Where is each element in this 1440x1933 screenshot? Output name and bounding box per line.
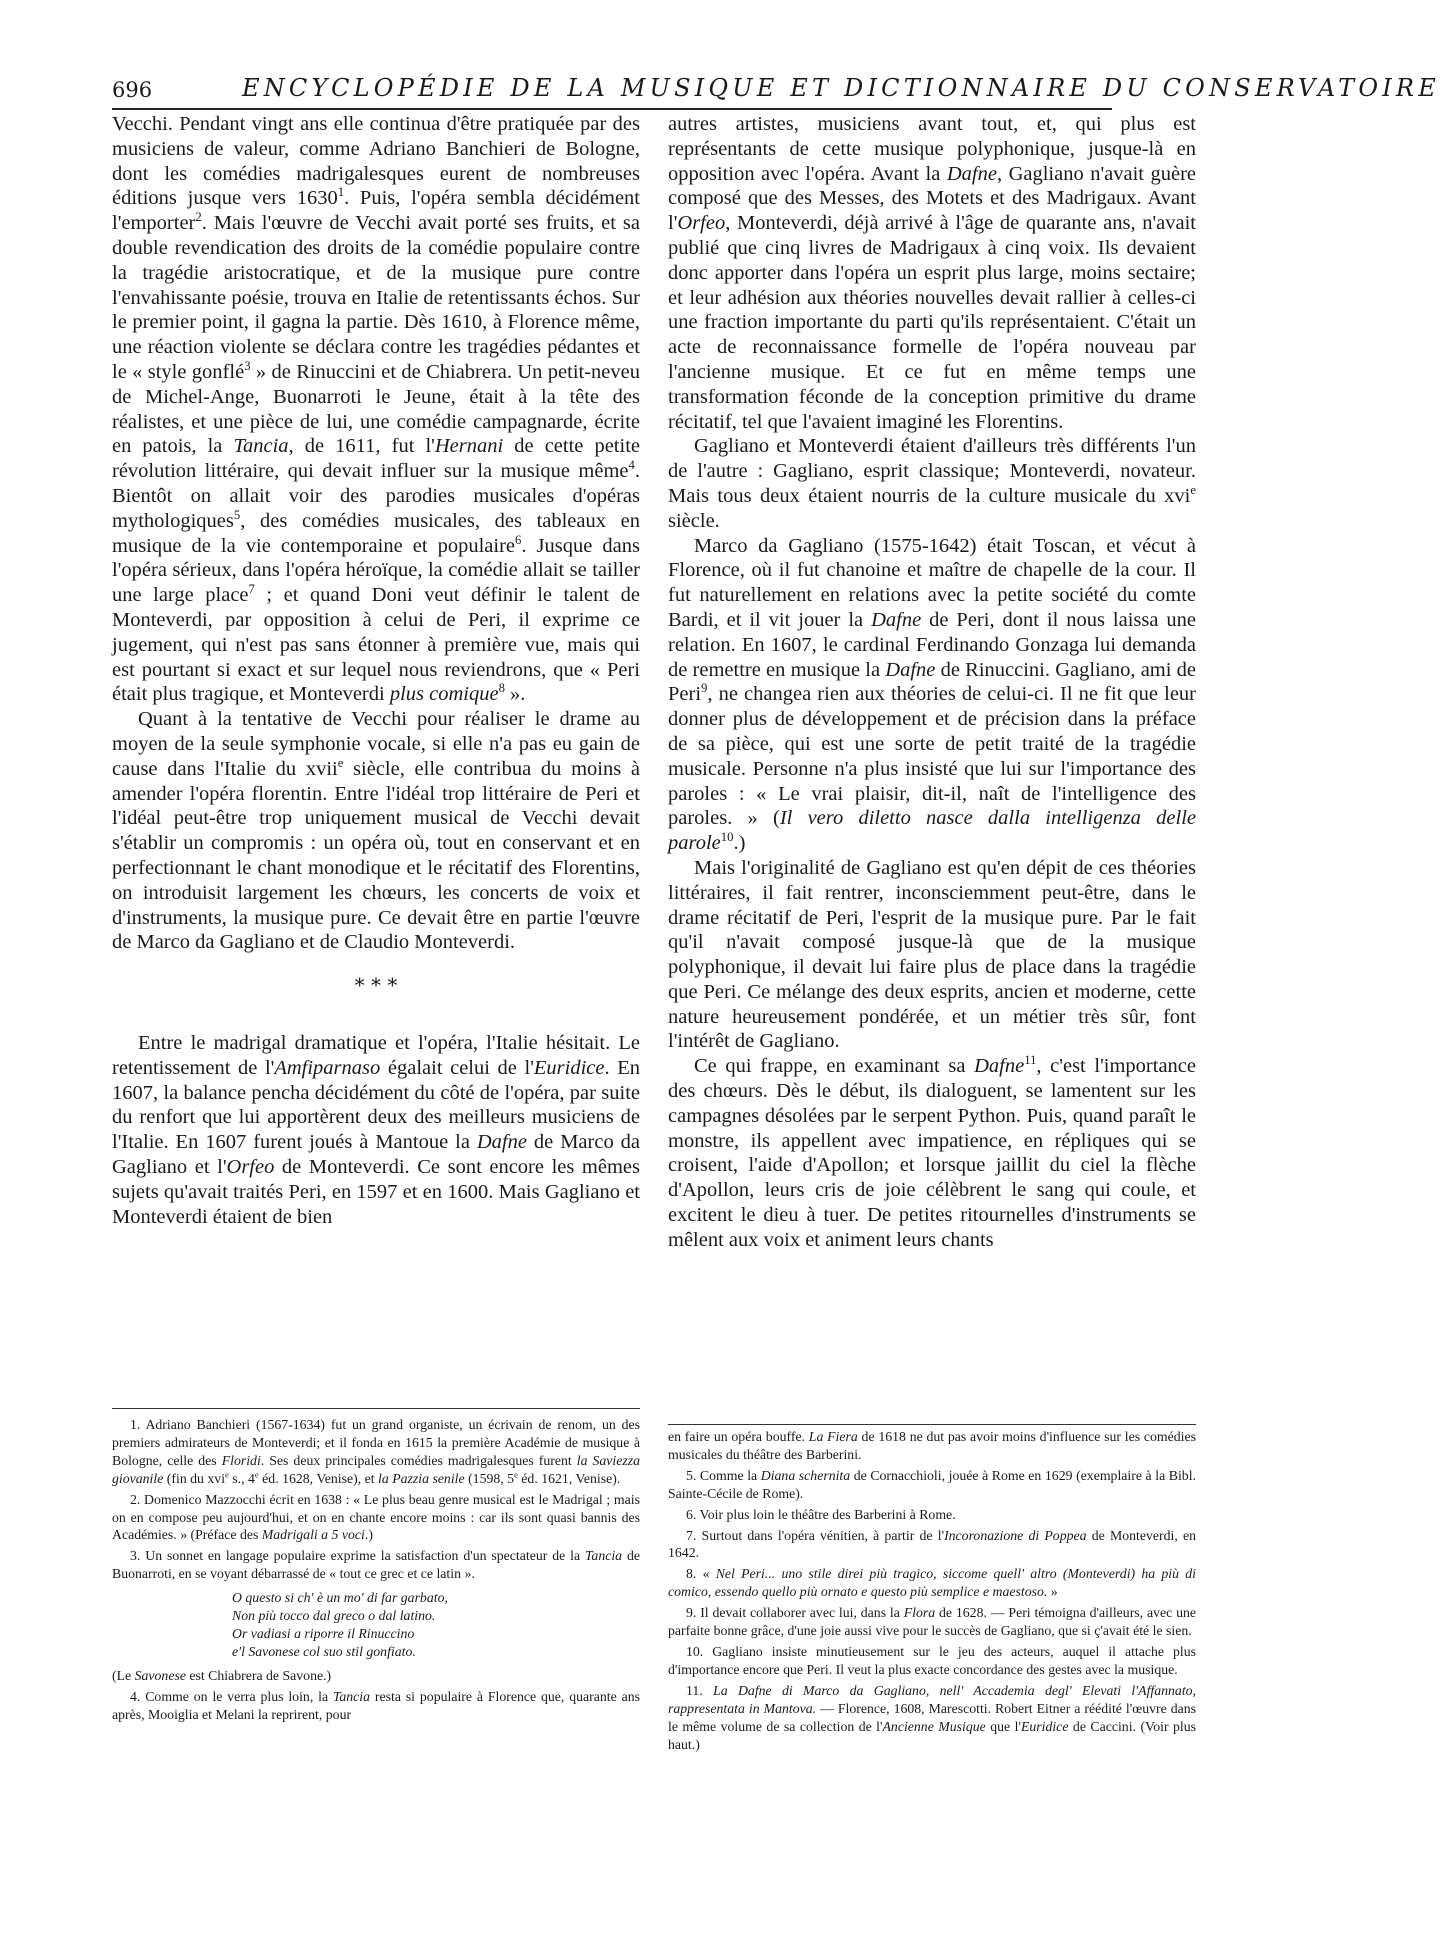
header-rule [112, 108, 1112, 110]
poem-line: e'l Savonese col suo stil gonfiato. [232, 1643, 416, 1659]
footnote-3: 3. Un sonnet en langage populaire exprime la satisfaction d'un spectateur de la Tancia de Buonarroti, en se voyant débarrassé de « tout ce grec et ce latin ». [112, 1548, 640, 1582]
italic-text: Euridice [533, 1056, 605, 1079]
footnote-4-continued: en faire un opéra bouffe. La Fiera de 1618 ne dut pas avoir moins d'influence sur les comédies musicales du théâtre des Barberini. [668, 1429, 1196, 1462]
italic-text: plus comique [389, 683, 499, 706]
running-title: ENCYCLOPÉDIE DE LA MUSIQUE ET DICTIONNAIRE DU CONSERVATOIRE [242, 74, 1440, 102]
page-number: 696 [112, 78, 153, 102]
right-paragraph-4: Mais l'originalité de Gagliano est qu'en dépit de ces théories littéraires, il fait rentrer, inconsciemment peut-être, dans le drame récitatif de Peri, l'esprit de la musique pure. Par le fait qu'il n'avait composé jusque-là que de la musique polyphonique, il devait lui faire plus de place dans la tragédie que Peri. Ce mélange des deux esprits, ancien et moderne, cette nature heureusement pondérée, et un métier très sûr, font l'intérêt de Gagliano. [668, 856, 1196, 1053]
poem-line: O questo si ch' è un mo' di far garbato, [232, 1590, 448, 1606]
right-footnotes [668, 1428, 1196, 1753]
footnote-ref: e [225, 1469, 229, 1480]
poem-line: Or vadiasi a riporre il Rinuccino [232, 1625, 415, 1641]
footnote-1: 1. Adriano Banchieri (1567-1634) fut un grand organiste, un écrivain de renom, un des premiers admirateurs de Monteverdi; et il fonda en 1615 la première Académie de musique à Bologne, celle des Floridi. Ses deux principales comédies madrigalesques furent la Saviezza giovanile (fin du xvi$^e$ s., 4e éd. 1628, Venise), et la Pazzia senile (1598, 5e éd. 1621, Venise). [112, 1417, 640, 1486]
footnote-rule-left [112, 1408, 640, 1409]
italic-text: Orfeo [677, 212, 726, 235]
italic-text: Savonese [134, 1667, 186, 1683]
footnote-ref: e [254, 1469, 259, 1480]
footnote-10: 10. Gagliano insiste minutieusement sur le jeu des acteurs, auquel il attache plus d'importance encore que Peri. Il veut la plus exacte concordance des gestes avec la musique. [668, 1643, 1196, 1677]
footnote-ref: 3 [244, 359, 251, 374]
footnote-ref: 6 [515, 532, 522, 547]
italic-text: Tancia [233, 435, 289, 458]
footnote-6: 6. Voir plus loin le théâtre des Barberini à Rome. [686, 1506, 956, 1522]
italic-text: Orfeo [226, 1156, 275, 1179]
italic-text: Euridice [1020, 1718, 1069, 1734]
footnote-ref: e [1190, 483, 1196, 498]
footnote-ref: e [337, 755, 344, 770]
footnote-3-note: (Le Savonese est Chiabrera de Savone.) [112, 1667, 332, 1683]
footnote-4: 4. Comme on le verra plus loin, la Tancia resta si populaire à Florence que, quarante ans après, Mooiglia et Melani la reprirent, pour [112, 1688, 640, 1722]
italic-text: Il vero diletto nasce dalla intelligenza delle parole [668, 807, 1196, 855]
italic-text: Dafne [871, 608, 922, 631]
right-paragraph-1: autres artistes, musiciens avant tout, et, qui plus est représentants de cette musique polyphonique, jusque-là en opposition avec l'opéra. Avant la Dafne, Gagliano n'avait guère composé que des Messes, des Motets et des Madrigaux. Avant l'Orfeo, Monteverdi, déjà arrivé à l'âge de quarante ans, n'avait publié que cinq livres de Madrigaux à cinq voix. Ils devaient donc apporter dans l'opéra un esprit plus large, moins sectaire; et leur adhésion aux théories nouvelles devait rallier à celles-ci une fraction importante du parti qu'ils représentaient. C'était un acte de reconnaissance formelle de l'opéra nouveau par l'ancienne musique. Et ce fut en même temps une transformation féconde de la conception primitive du drame récitatif, tel que l'avaient imaginé les Florentins. [668, 113, 1196, 433]
footnote-ref: 4 [628, 458, 635, 473]
right-column [668, 112, 1196, 1253]
footnote-ref: 8 [498, 681, 505, 696]
italic-text: la Pazzia senile [378, 1470, 465, 1486]
footnote-11: 11. La Dafne di Marco da Gagliano, nell' Accademia degl' Elevati l'Affannato, rappresentata in Mantova. — Florence, 1608, Marescotti. Robert Eitner a réédité l'œuvre dans le même volume de sa collection de l'Ancienne Musique que l'Euridice de Caccini. (Voir plus haut.) [668, 1682, 1197, 1752]
footnote-ref: 11 [1024, 1053, 1037, 1068]
italic-text: Hernani [434, 435, 504, 458]
italic-text: Ancienne Musique [882, 1718, 986, 1734]
footnote-7: 7. Surtout dans l'opéra vénitien, à partir de l'Incoronazione di Poppea de Monteverdi, en 1642. [668, 1527, 1196, 1561]
footnote-ref: 2 [195, 210, 202, 225]
footnote-ref: e [514, 1469, 518, 1480]
footnote-2: 2. Domenico Mazzocchi écrit en 1638 : « Le plus beau genre musical est le Madrigal ; mais on en compose peu aujourd'hui, et on en chante encore moins : car ils sont quasi bannis des Académies. » (Préface des Madrigali a 5 voci.) [112, 1491, 640, 1543]
footnote-ref: 5 [233, 507, 241, 522]
italic-text: La Dafne di Marco da Gagliano, nell' Accademia degl' Elevati l'Affannato, rappresentata in Mantova. [668, 1682, 1197, 1716]
italic-text: Tancia [585, 1548, 623, 1564]
italic-text: Floridi [221, 1452, 261, 1468]
left-footnotes [112, 1416, 640, 1724]
footnote-3-poem [232, 1589, 640, 1661]
italic-text: Dafne [476, 1131, 527, 1154]
italic-text: Incoronazione di Poppea [944, 1527, 1087, 1543]
italic-text: Tancia [332, 1688, 371, 1704]
italic-text: la Saviezza giovanile [112, 1452, 640, 1486]
italic-text: Nel Peri... uno stile direi più tragico, siccome quell' altro (Monteverdi) ha più di comico, essendo quello più ornato e questo più semplice e maestoso. [668, 1566, 1196, 1600]
section-separator: * * * [354, 973, 398, 998]
footnote-rule-right [668, 1424, 1196, 1425]
italic-text: La Fiera [808, 1429, 858, 1444]
italic-text: Dafne [974, 1055, 1025, 1078]
left-column [112, 112, 640, 1229]
right-paragraph-5: Ce qui frappe, en examinant sa Dafne$^{11}$, c'est l'importance des chœurs. Dès le début, ils dialoguent, se lamentent sur les campagnes désolées par le serpent Python. Puis, quand paraît le monstre, ils appellent avec impatience, en répliques qui se croisent, l'aide d'Apollon; et lorsque jaillit du ciel la flèche d'Apollon, leurs cris de joie célèbrent le sang qui coule, et excitent le dieu à tuer. De petites ritournelles d'instruments se mêlent aux voix et animent leurs chants [668, 1053, 1196, 1251]
poem-line: Non più tocco dal greco o dal latino. [232, 1608, 436, 1624]
footnote-ref: 9 [701, 681, 708, 696]
left-paragraph-3: Entre le madrigal dramatique et l'opéra, l'Italie hésitait. Le retentissement de l'Amfiparnaso égalait celui de l'Euridice. En 1607, la balance pencha décidément du côté de l'opéra, par suite du renfort que lui apportèrent deux des meilleurs musiciens de l'Italie. En 1607 furent joués à Mantoue la Dafne de Marco da Gagliano et l'Orfeo de Monteverdi. Ce sont encore les mêmes sujets qu'avait traités Peri, en 1597 et en 1600. Mais Gagliano et Monteverdi étaient de bien [112, 1032, 641, 1228]
right-paragraph-3: Marco da Gagliano (1575-1642) était Toscan, et vécut à Florence, où il fut chanoine et maître de chapelle de la cour. Il fut naturellement en relations avec la petite société du comte Bardi, et il vit jouer la Dafne de Peri, dont il nous laissa une relation. En 1607, le cardinal Ferdinando Gonzaga lui demanda de remettre en musique la Dafne de Rinuccini. Gagliano, ami de Peri$^9$, ne changea rien aux théories de celui-ci. Il ne fit que leur donner plus de développement et de précision dans la préface de sa pièce, qui est une sorte de petit traité de la tragédie musicale. Personne n'a plus insisté que lui sur l'importance des paroles : « Le vrai plaisir, dit-il, naît de l'intelligence des paroles. » (Il vero diletto nasce dalla intelligenza delle parole$^{10}$.) [668, 534, 1196, 855]
footnote-9: 9. Il devait collaborer avec lui, dans la Flora de 1628. — Peri témoigna d'ailleurs, avec une parfaite bonne grâce, d'une joie aussi vive pour le succès de Gagliano, que si ç'avait été le sien. [668, 1605, 1196, 1639]
italic-text: Dafne [946, 162, 997, 185]
footnote-ref: 10 [720, 830, 734, 845]
footnote-8: 8. « Nel Peri... uno stile direi più tragico, siccome quell' altro (Monteverdi) ha più di comico, essendo quello più ornato e questo più semplice e maestoso. » [668, 1566, 1196, 1600]
left-paragraph-2: Quant à la tentative de Vecchi pour réaliser le drame au moyen de la seule symphonie vocale, si elle n'a pas eu gain de cause dans l'Italie du xvii$^e$ siècle, elle contribua du moins à amender l'opéra florentin. Entre l'idéal trop littéraire de Peri et l'idéal peut-être trop uniquement musical de Vecchi devait s'établir un compromis : un opéra où, tout en conservant et en perfectionnant le chant monodique et le récitatif des Florentins, on introduisit largement les chœurs, les concerts de voix et d'instruments, la musique pure. Ce devait être en partie l'œuvre de Marco da Gagliano et de Claudio Monteverdi. [112, 708, 640, 954]
footnote-ref: 1 [337, 185, 345, 200]
italic-text: Madrigali a 5 voci [261, 1527, 365, 1543]
italic-text: Diana schernita [760, 1467, 851, 1483]
left-paragraph-1: Vecchi. Pendant vingt ans elle continua d'être pratiquée par des musiciens de valeur, comme Adriano Banchieri de Bologne, dont les comédies madrigalesques eurent de nombreuses éditions jusque vers 1630$^1$. Puis, l'opéra sembla décidément l'emporter$^2$. Mais l'œuvre de Vecchi avait porté ses fruits, et sa double revendication des droits de la comédie populaire contre la tragédie aristocratique, et de la musique pure contre l'envahissante poésie, trouva en Italie de retentissants échos. Sur le premier point, il gagna la partie. Dès 1610, à Florence même, une réaction violente se déclara contre les tragédies pédantes et le « style gonflé$^3$ » de Rinuccini et de Chiabrera. Un petit-neveu de Michel-Ange, Buonarroti le Jeune, était à la tête des réalistes, et une pièce de lui, une comédie campagnarde, écrite en patois, la Tancia, de 1611, fut l'Hernani de cette petite révolution littéraire, qui devait influer sur la musique même$^4$. Bientôt on allait voir des parodies musicales d'opéras mythologiques$^5$, des comédies musicales, des tableaux en musique de la vie contemporaine et populaire$^6$. Jusque dans l'opéra sérieux, dans l'opéra héroïque, la comédie allait se tailler une large place$^7$ ; et quand Doni veut définir le talent de Monteverdi, par opposition à celui de Peri, il exprime ce jugement, qui n'est pas sans étonner à première vue, mais qui est pourtant si exact et sur lequel nous reviendrons, que « Peri était plus tragique, et Monteverdi plus comique$^8$ ». [112, 113, 640, 706]
footnote-5: 5. Comme la Diana schernita de Cornacchioli, jouée à Rome en 1629 (exemplaire à la Bibl. Sainte-Cécile de Rome). [668, 1467, 1196, 1501]
italic-text: Flora [903, 1605, 936, 1621]
italic-text: Amfiparnaso [274, 1056, 381, 1079]
right-paragraph-2: Gagliano et Monteverdi étaient d'ailleurs très différents l'un de l'autre : Gagliano, esprit classique; Monteverdi, novateur. Mais tous deux étaient nourris de la culture musicale du xvi$^e$ siècle. [668, 435, 1196, 532]
running-header [112, 74, 1440, 104]
italic-text: Dafne [885, 658, 936, 681]
footnote-ref: 7 [248, 582, 255, 597]
